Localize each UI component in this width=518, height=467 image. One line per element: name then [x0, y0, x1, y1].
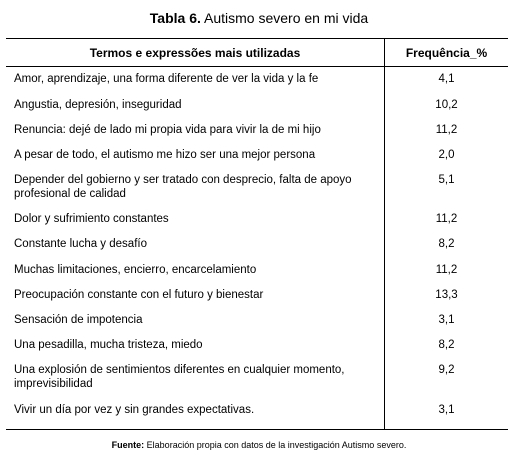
row-term: Constante lucha y desafío	[14, 238, 147, 250]
row-term: Vivir un día por vez y sin grandes expectativas.	[14, 404, 255, 416]
row-frequency: 9,2	[438, 364, 455, 376]
table-header-row	[6, 39, 508, 67]
row-frequency: 11,2	[435, 124, 458, 136]
row-term: Dolor y sufrimiento constantes	[14, 213, 169, 225]
table-title	[0, 9, 518, 27]
row-frequency: 8,2	[438, 339, 455, 351]
frequency-table	[6, 38, 508, 430]
row-frequency: 5,1	[438, 174, 455, 186]
row-term: Muchas limitaciones, encierro, encarcelamiento	[14, 264, 257, 276]
row-term-line: Una explosión de sentimientos diferentes en cualquier momento,	[14, 364, 345, 376]
source-note	[0, 439, 518, 451]
row-term: A pesar de todo, el autismo me hizo ser una mejor persona	[14, 149, 316, 161]
row-frequency: 10,2	[435, 99, 458, 111]
row-term: Amor, aprendizaje, una forma diferente de ver la vida y la fe	[14, 73, 319, 85]
row-frequency: 11,2	[435, 213, 458, 225]
row-term: Una pesadilla, mucha tristeza, miedo	[14, 339, 203, 351]
row-frequency: 8,2	[438, 238, 455, 250]
row-frequency: 4,1	[438, 73, 455, 85]
row-frequency: 11,2	[435, 264, 458, 276]
header-frequency: Frequência_%	[405, 46, 488, 60]
row-term	[14, 173, 378, 201]
source-text: Elaboración propia con datos de la investigación Autismo severo.	[144, 440, 407, 450]
row-frequency: 2,0	[438, 149, 455, 161]
row-term-line: Depender del gobierno y ser tratado con desprecio, falta de apoyo	[14, 174, 352, 186]
row-term: Renuncia: dejé de lado mi propia vida para vivir la de mi hijo	[14, 124, 321, 136]
row-frequency: 3,1	[438, 404, 455, 416]
row-term: Sensación de impotencia	[14, 314, 143, 326]
row-frequency: 3,1	[438, 314, 455, 326]
source-label: Fuente:	[111, 440, 145, 450]
row-term: Angustia, depresión, inseguridad	[14, 99, 182, 111]
table-number-label: Tabla 6.	[149, 10, 201, 26]
header-terms: Termos e expressões mais utilizadas	[89, 46, 301, 60]
row-term: Preocupación constante con el futuro y bienestar	[14, 289, 264, 301]
row-term	[14, 363, 378, 391]
row-frequency: 13,3	[435, 289, 458, 301]
row-term-line: profesional de calidad	[14, 188, 126, 200]
table-caption-text: Autismo severo en mi vida	[200, 10, 369, 26]
row-term-line: imprevisibilidad	[14, 378, 93, 390]
